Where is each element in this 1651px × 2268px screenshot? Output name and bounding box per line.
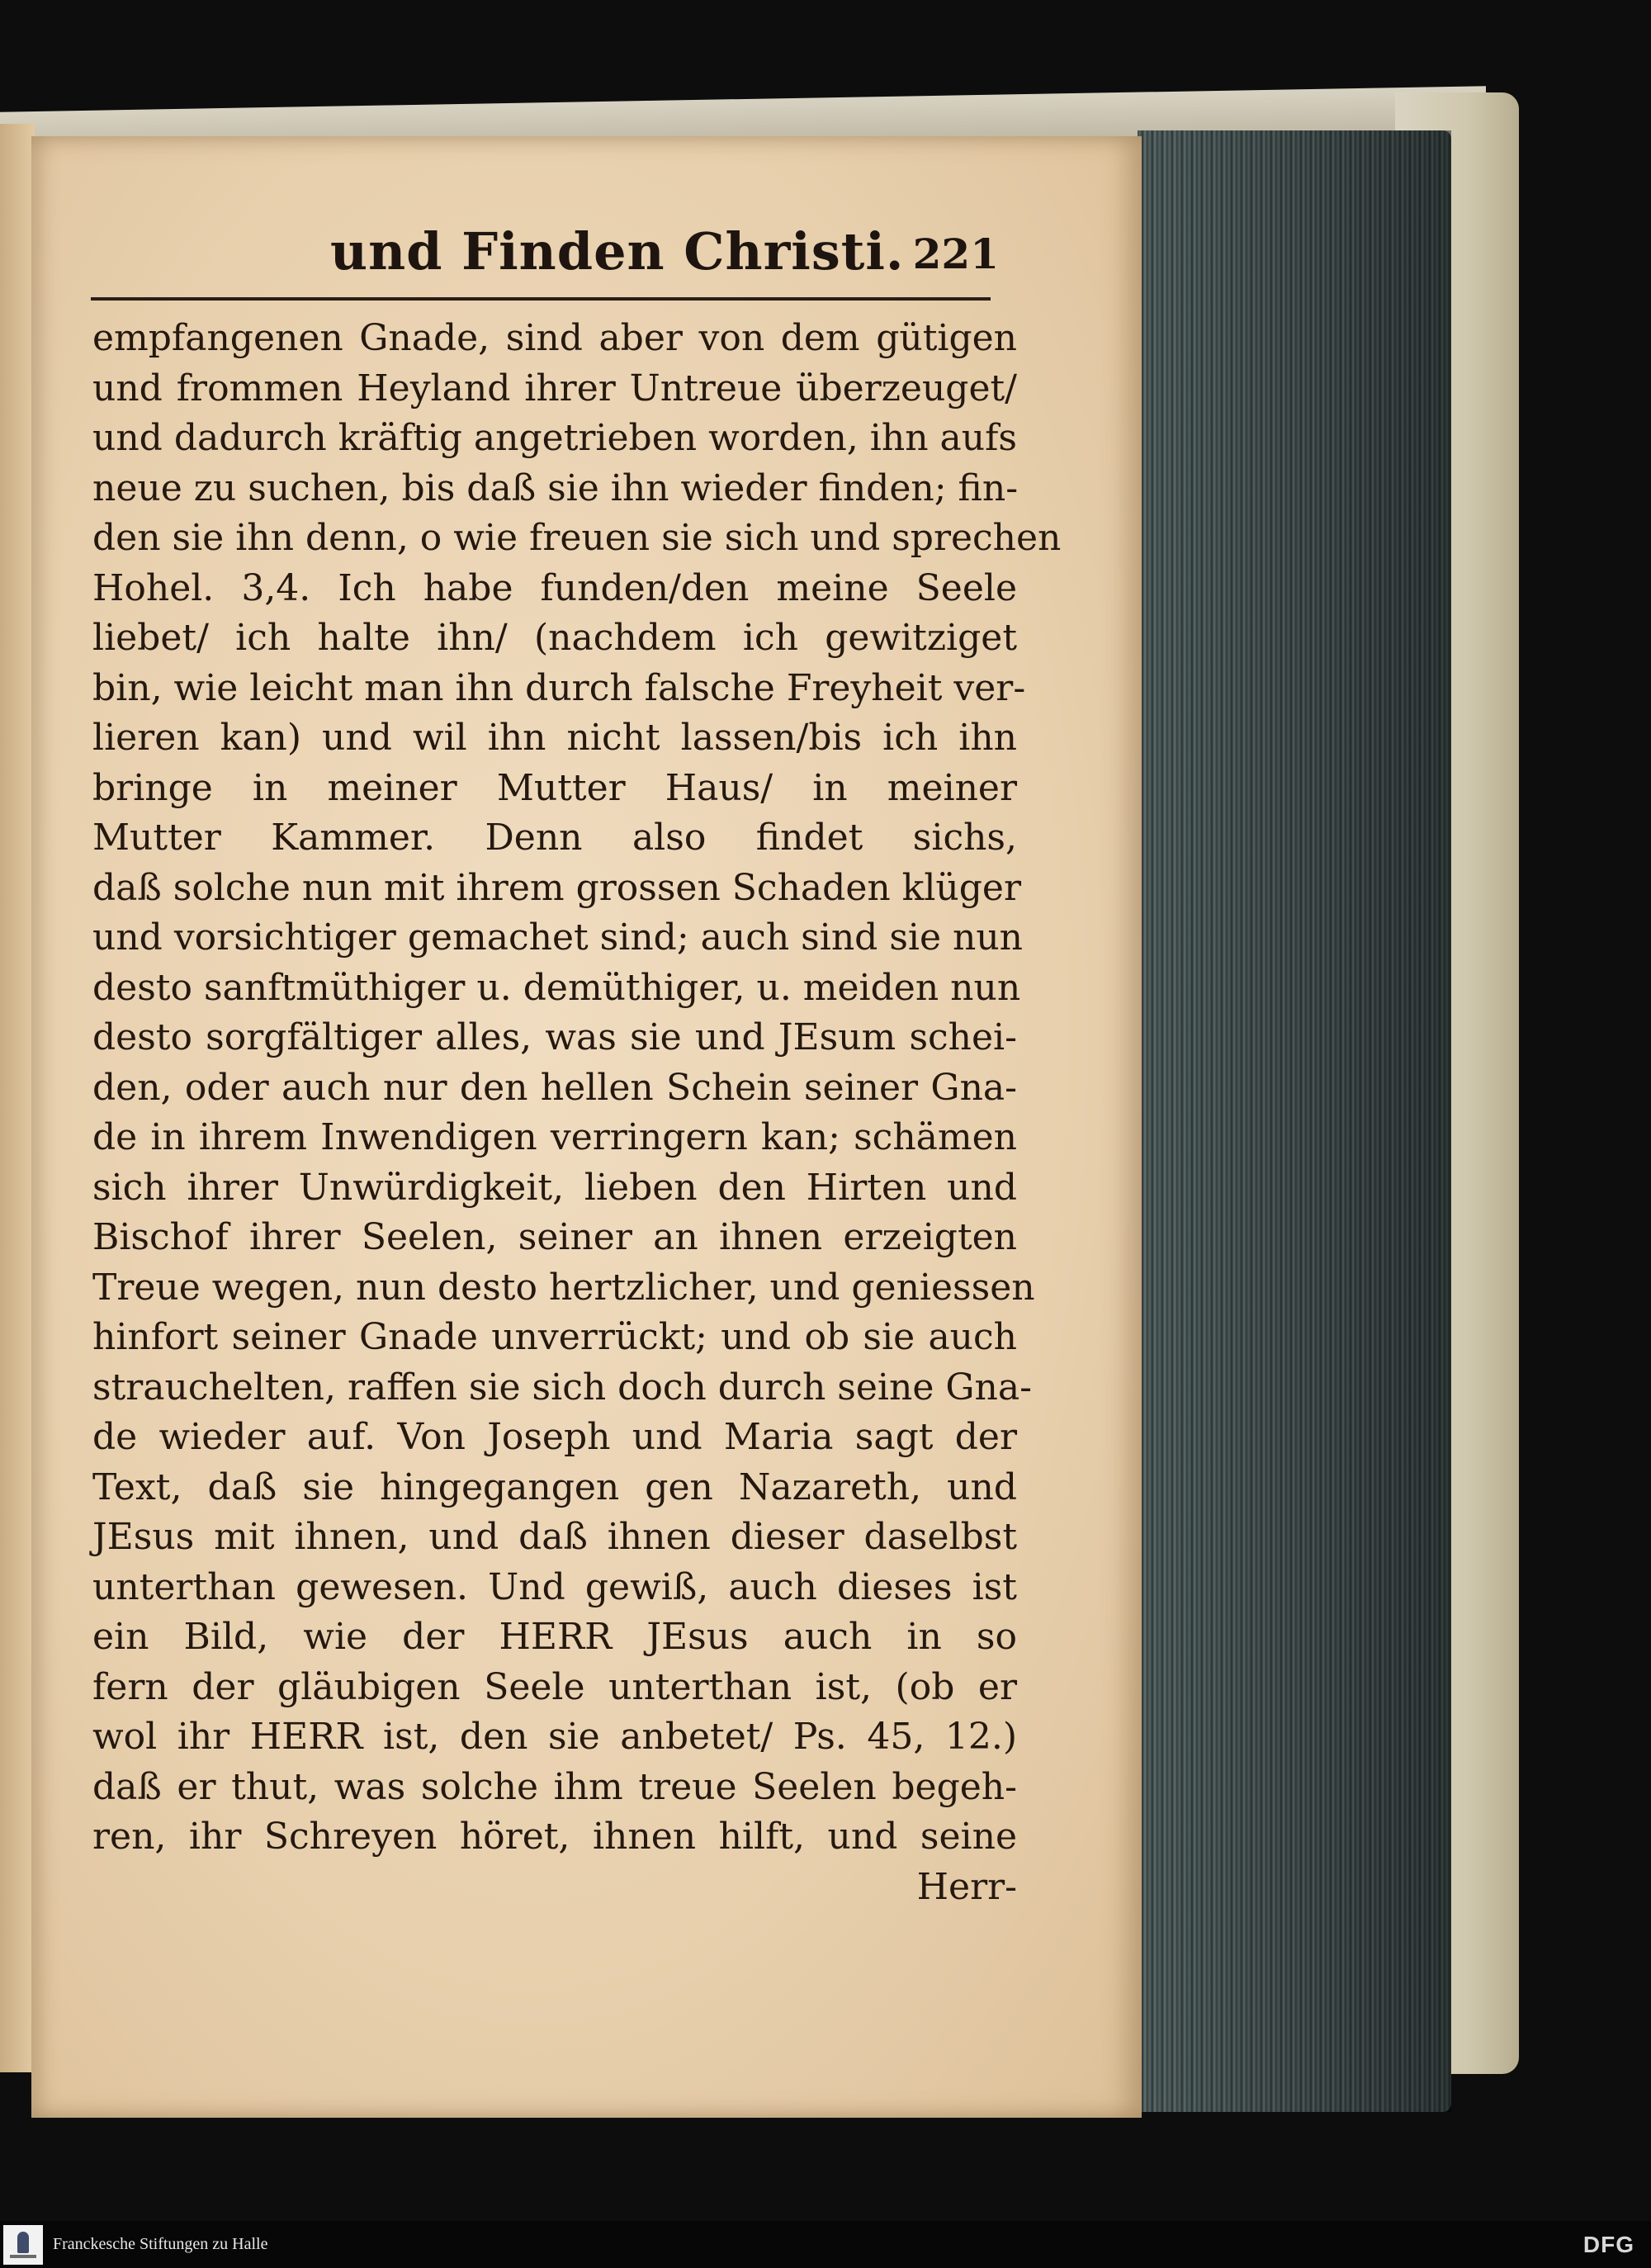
text-line: ein Bild, wie der HERR JEsus auch in so <box>92 1616 1017 1658</box>
text-line: de in ihrem Inwendigen verringern kan; schämen <box>92 1116 1017 1158</box>
text-line: empfangenen Gnade, sind aber von dem gütigen <box>92 317 1017 359</box>
text-line: und frommen Heyland ihrer Untreue überzeuget/ <box>92 367 1017 410</box>
text-line: den, oder auch nur den hellen Schein seiner Gna- <box>92 1066 1017 1109</box>
text-line: daß solche nun mit ihrem grossen Schaden klüger <box>92 866 1021 909</box>
left-page-edge <box>0 124 35 2072</box>
text-line: Bischof ihrer Seelen, seiner an ihnen erzeigten <box>92 1216 1017 1258</box>
text-line: desto sanftmüthiger u. demüthiger, u. meiden nun <box>92 966 1021 1009</box>
text-line: und dadurch kräftig angetrieben worden, ihn aufs <box>92 417 1017 459</box>
text-line: liebet/ ich halte ihn/ (nachdem ich gewitziget <box>92 617 1017 659</box>
running-head: und Finden Christi. <box>330 221 905 282</box>
text-line: wol ihr HERR ist, den sie anbetet/ Ps. 45, 12.) <box>92 1716 1017 1758</box>
text-line: Text, daß sie hingegangen gen Nazareth, und <box>92 1465 1017 1508</box>
text-line: strauchelten, raffen sie sich doch durch seine Gna- <box>92 1366 1032 1409</box>
text-line: ren, ihr Schreyen höret, ihnen hilft, und seine <box>92 1816 1017 1858</box>
viewer-footer <box>0 2221 1651 2268</box>
text-line: unterthan gewesen. Und gewiß, auch dieses ist <box>92 1565 1017 1608</box>
institution-name: Franckesche Stiftungen zu Halle <box>53 2235 268 2253</box>
footer-institution <box>0 2225 267 2265</box>
text-line: daß er thut, was solche ihm treue Seelen begeh- <box>92 1765 1017 1808</box>
text-line: hinfort seiner Gnade unverrückt; und ob sie auch <box>92 1316 1017 1358</box>
text-line: Treue wegen, nun desto hertzlicher, und geniessen <box>92 1266 1035 1309</box>
page-header <box>91 221 999 287</box>
text-line: de wieder auf. Von Joseph und Maria sagt der <box>92 1416 1017 1458</box>
header-rule <box>91 297 991 301</box>
text-line: bin, wie leicht man ihn durch falsche Freyheit ver- <box>92 666 1026 709</box>
text-line: den sie ihn denn, o wie freuen sie sich und sprechen <box>92 517 1062 559</box>
text-line: desto sorgfältiger alles, was sie und JEsum schei- <box>92 1016 1017 1058</box>
text-line: sich ihrer Unwürdigkeit, lieben den Hirten und <box>92 1166 1017 1209</box>
text-line: bringe in meiner Mutter Haus/ in meiner <box>92 766 1017 809</box>
text-line: Mutter Kammer. Denn also findet sichs, <box>92 817 1017 859</box>
text-line: fern der gläubigen Seele unterthan ist, (ob er <box>92 1665 1017 1708</box>
page-stack-shadow <box>1138 130 1451 2112</box>
page-number: 221 <box>912 230 999 278</box>
text-line: neue zu suchen, bis daß sie ihn wieder finden; fin- <box>92 466 1019 509</box>
dfg-logo: DFG <box>1582 2231 1634 2257</box>
page-body-text <box>92 314 1062 1912</box>
institution-logo-icon <box>3 2225 43 2265</box>
catchword: Herr- <box>916 1865 1017 1908</box>
text-line: und vorsichtiger gemachet sind; auch sind sie nun <box>92 916 1024 959</box>
text-line: lieren kan) und wil ihn nicht lassen/bis ich ihn <box>92 717 1017 759</box>
text-line: Hohel. 3,4. Ich habe funden/den meine Seele <box>92 566 1017 609</box>
text-line: JEsus mit ihnen, und daß ihnen dieser daselbst <box>92 1516 1017 1558</box>
